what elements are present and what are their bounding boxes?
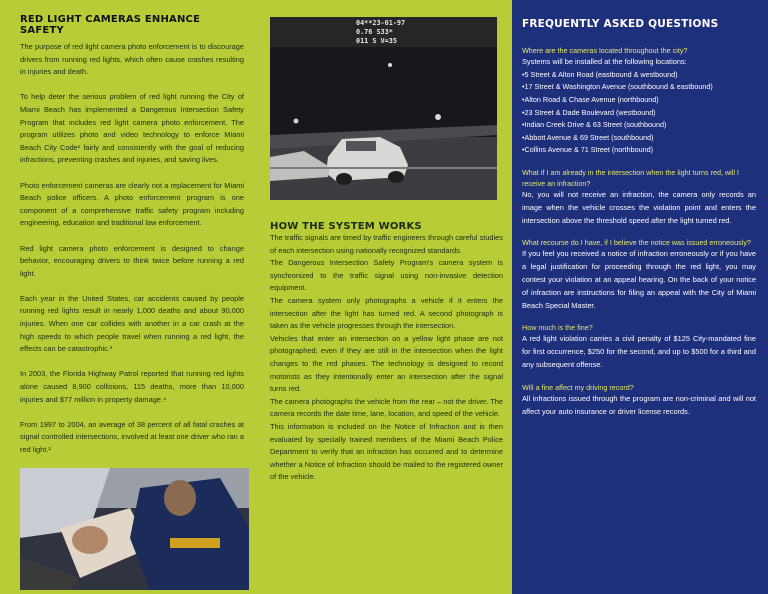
overlay-line-3: 011 S V=35 (356, 37, 397, 45)
left-paragraph-7: From 1997 to 2004, an average of 38 percent of all fatal crashes at signal controlled intersections, involved at least one driver who ran a red light.² (20, 419, 244, 454)
location-item: • Alton Road & Chase Avenue (northbound) (522, 94, 756, 107)
system-section (270, 221, 503, 484)
left-paragraph-3: Photo enforcement cameras are clearly not a replacement for Miami Beach police officers. A photo enforcement program is one component of a comprehensive traffic safety program including engineering, education and traditional law enforcement. (20, 180, 244, 228)
overlay-line-1: 04**23-01-97 (356, 19, 406, 27)
faq-question-locations: Where are the cameras located throughout the city? (522, 46, 688, 55)
faq-question-driving-record: Will a fine affect my driving record? (522, 382, 634, 392)
crash-photo-image (20, 468, 249, 590)
left-paragraph-4: Red light camera photo enforcement is designed to change behavior, encouraging drivers to think twice before running a red light. (20, 243, 244, 278)
location-item: • Collins Avenue & 71 Street (northbound) (522, 144, 756, 157)
middle-paragraph-5: The camera photographs the vehicle from the rear – not the driver. The camera records the date time, lane, location, and speed of the vehicle. (270, 396, 503, 419)
camera-data-overlay (356, 19, 405, 46)
faq-answer-locations: Systems will be installed at the following locations: (522, 57, 687, 66)
left-paragraph-5: Each year in the United States, car accidents caused by people running red lights result in nearly 1,000 deaths and about 90,000 injuries. When one car collides with another in a car crash at the high speeds to which people travel when running a red light, the effects can be catastrophic.³ (20, 293, 244, 354)
faq-question-fine: How much is the fine? (522, 323, 593, 333)
faq-question-recourse: What recourse do I have, if I believe the notice was issued erroneously? (522, 238, 751, 248)
faq-answer-in-intersection: No, you will not receive an infraction, the camera only records an image when the vehicle crosses the violation point and enters the intersection above the threshold speed after the light turned red. (522, 189, 756, 225)
red-light-camera-photo (270, 17, 497, 200)
location-item: • Indian Creek Drive & 63 Street (southbound) (522, 119, 756, 132)
location-item: • Abbott Avenue & 69 Street (southbound) (522, 132, 756, 145)
middle-paragraph-3: The camera system only photographs a vehicle if it enters the intersection after the light has turned red. A second photograph is taken as the vehicle progresses through the intersection. (270, 295, 503, 331)
faq-answer-fine: A red light violation carries a civil penalty of $125 City-mandated fine for first occurrence, $250 for the second, and up to $500 for a third and any subsequent offense. (522, 334, 756, 369)
left-paragraph-1: The purpose of red light camera photo enforcement is to discourage drivers from running red lights, which often cause crashes resulting in injuries and death. (20, 42, 244, 77)
middle-paragraph-4: Vehicles that enter an intersection on a yellow light phase are not photographed; even if they are still in the intersection when the light changes to the red phases. The technology is designed to record motorists as they intentionally enter an intersection after the signal turns red. (270, 333, 503, 394)
location-item: • 5 Street & Alton Road (eastbound & westbound) (522, 69, 756, 82)
faq-answer-recourse: If you feel you received a notice of infraction erroneously or if you have a legal justification for proceeding through the red light, you may contest your violation at an appeal hearing. On the back of your notice of infraction are instructions for filing an appeal with the City of Miami Beach Special Master. (522, 249, 756, 310)
faq-heading: FREQUENTLY ASKED QUESTIONS (522, 18, 719, 30)
faq-answer-driving-record: All infractions issued through the program are non-criminal and will not affect your auto insurance or driver license records. (522, 393, 756, 416)
faq-column (512, 0, 768, 594)
crash-scene-photo (20, 468, 249, 590)
system-heading: HOW THE SYSTEM WORKS (270, 221, 422, 232)
middle-paragraph-1: The traffic signals are timed by traffic engineers through careful studies of each intersection using nationally recognized standards. (270, 233, 503, 255)
middle-paragraph-6: This information is included on the Notice of Infraction and is then evaluated by specially trained members of the Miami Beach Police Department to verify that an infraction has occurred and to determine whether a Notice of Infraction should be mailed to the registered owner of the vehicle. (270, 421, 503, 482)
location-item: • 17 Street & Washington Avenue (southbound & eastbound) (522, 81, 756, 94)
safety-heading: RED LIGHT CAMERAS ENHANCE SAFETY (20, 14, 201, 36)
left-paragraph-2: To help deter the serious problem of red light running the City of Miami Beach has implemented a Dangerous Intersection Safety Program that includes red light camera photo enforcement. The program utilizes photo and video technology to enforce Miami Beach City Code¹ fairly and consistently with the goal of reducing infractions, preventing crashes and injuries, and saving lives. (20, 92, 244, 165)
location-item: • 23 Street & Dade Boulevard (westbound) (522, 107, 756, 120)
left-paragraph-6: In 2003, the Florida Highway Patrol reported that running red lights alone caused 8,900 collisions, 115 deaths, more than 10,000 injuries and $77 million in property damage.⁴ (20, 369, 244, 404)
faq-question-in-intersection: What if I am already in the intersection when the light turns red, will I receive an infraction? (522, 167, 739, 188)
middle-paragraph-2: The Dangerous Intersection Safety Program's camera system is synchronized to the traffic signal using non-invasive detection equipment. (270, 258, 503, 293)
overlay-line-2: 0.76 S33* (356, 28, 393, 36)
location-list (522, 69, 756, 157)
